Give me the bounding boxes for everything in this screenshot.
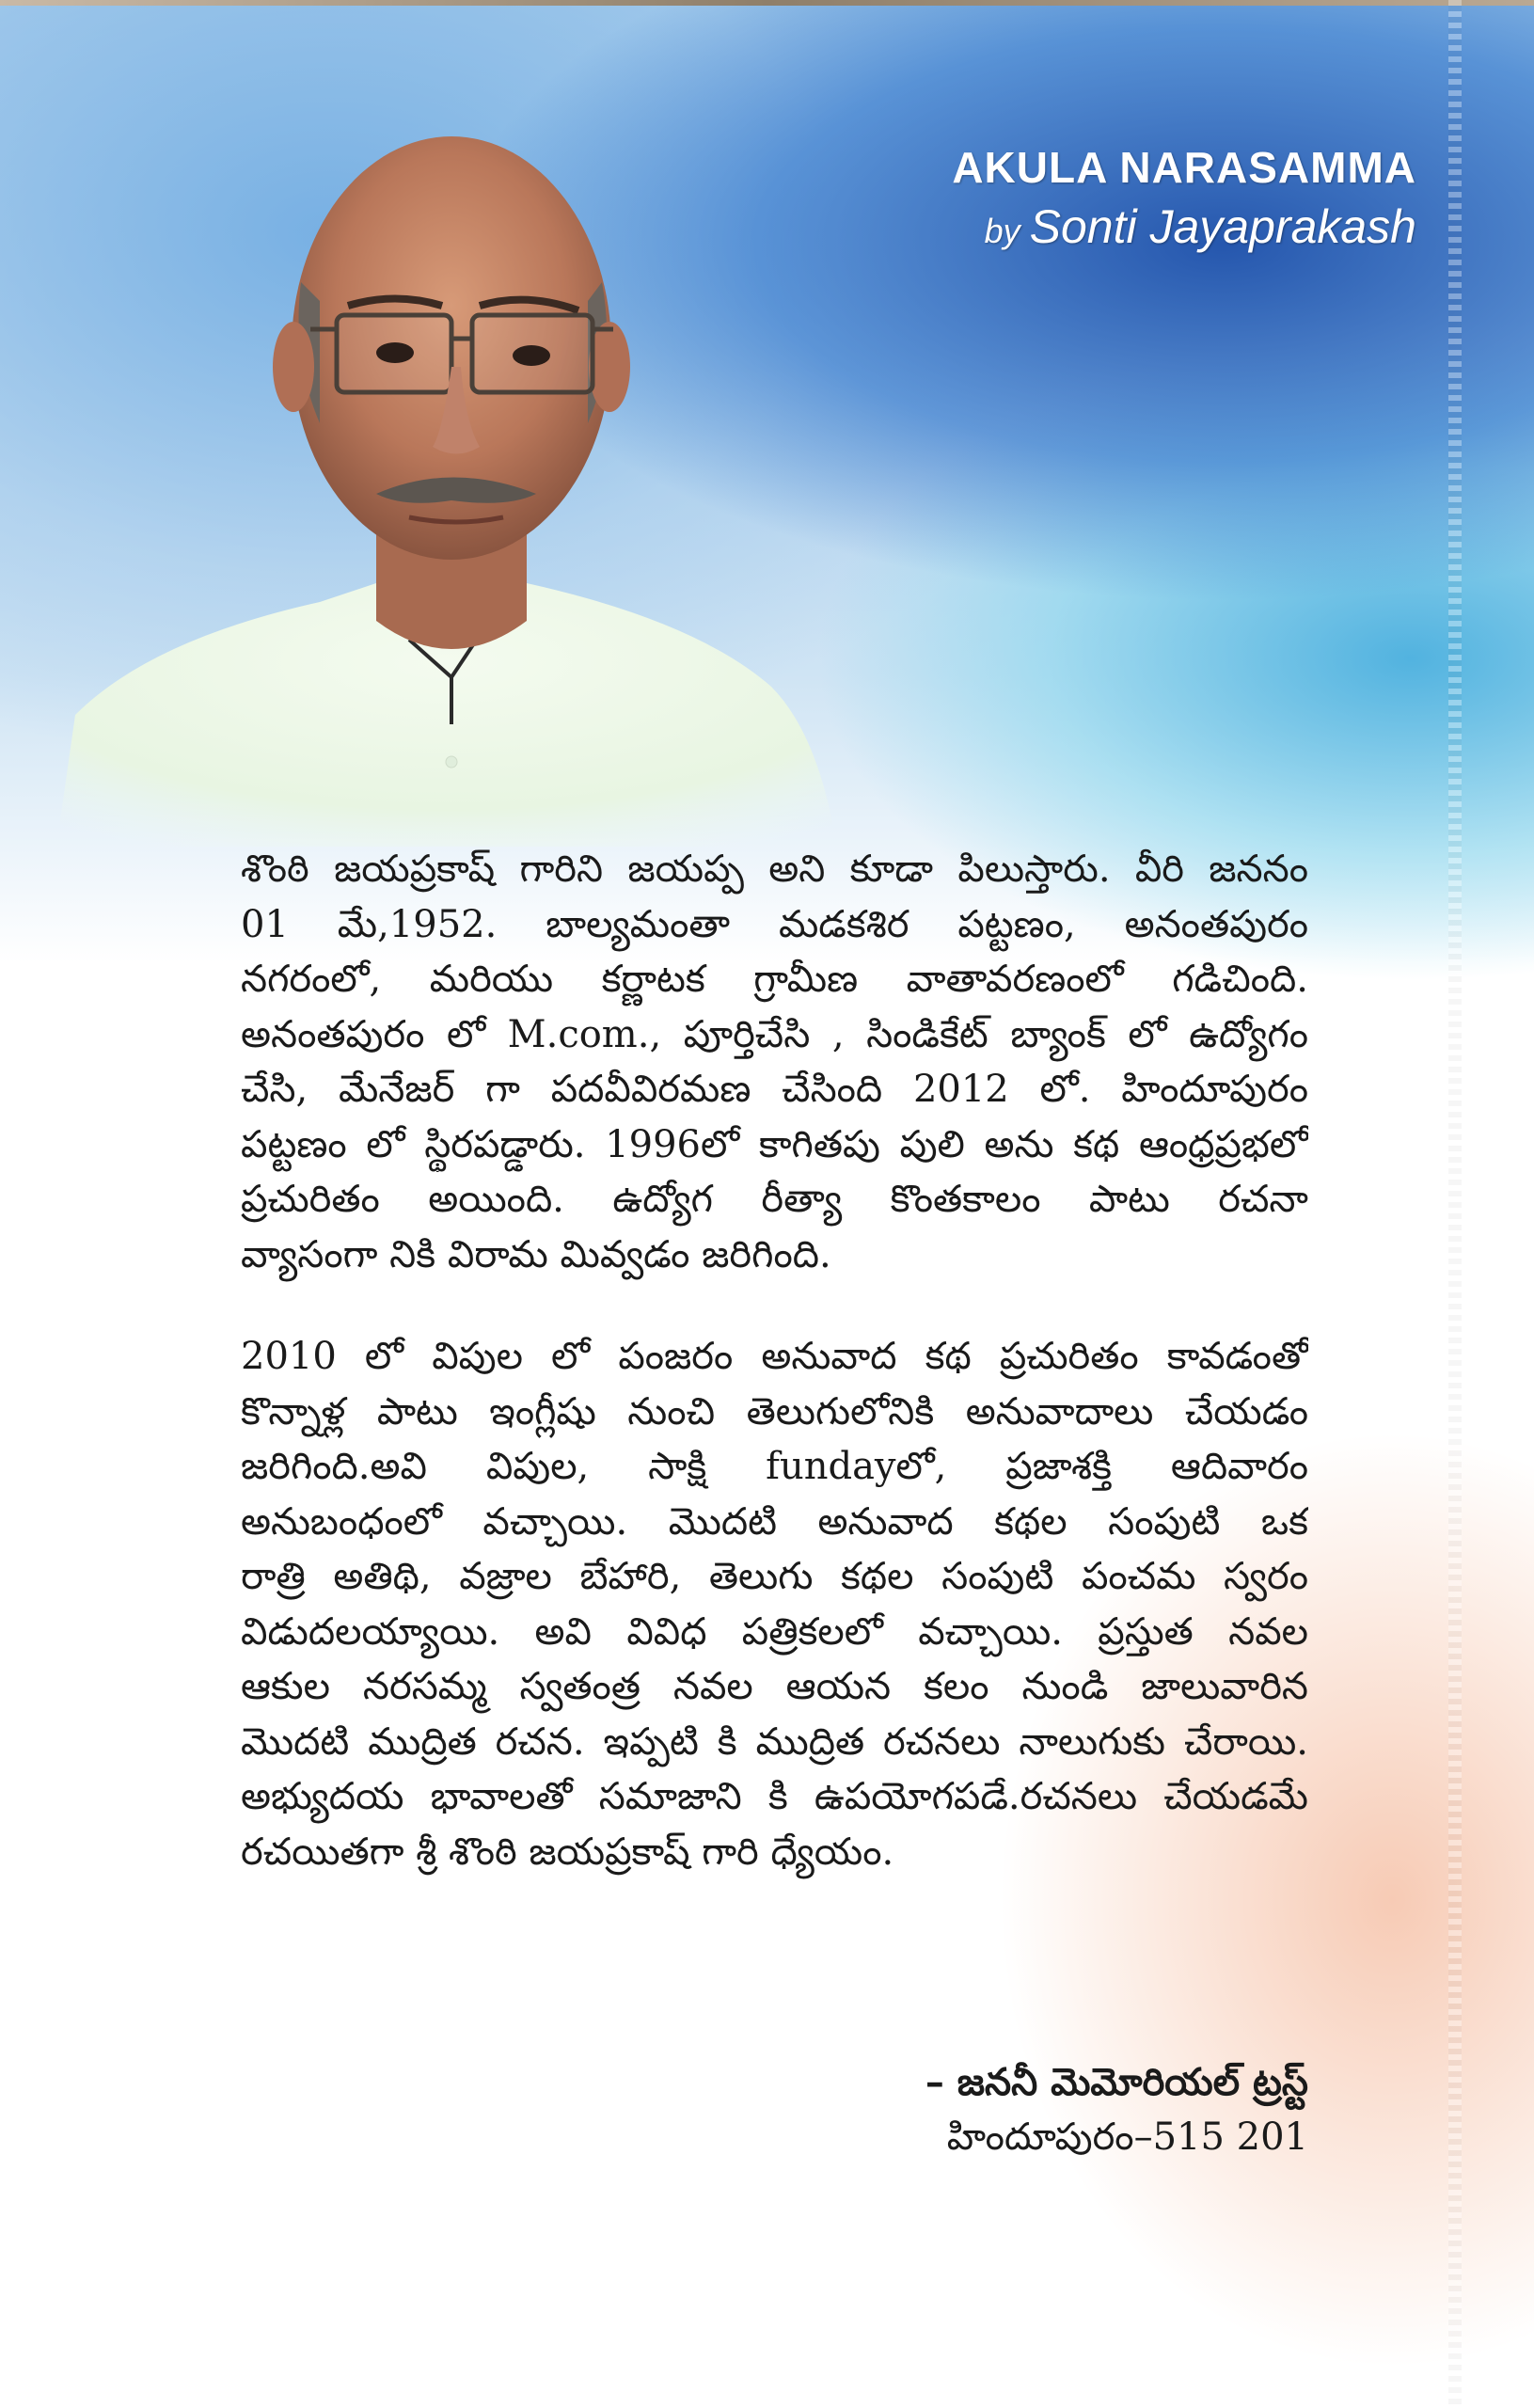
book-title: AKULA NARASAMMA (952, 143, 1416, 192)
bio-paragraph-2 (241, 1329, 1308, 1879)
bio-line: పట్టణం లో స్థిరపడ్డారు. 1996లో కాగితపు పులి అను కథ ఆంధ్రప్రభలో (241, 1122, 1308, 1166)
bio-line: అనుబంధంలో వచ్చాయి. మొదటి అనువాద కథల సంపుటి ఒక (241, 1499, 1308, 1544)
bio-line: వ్యాసంగా నికి విరామ మివ్వడం జరిగింది. (241, 1232, 831, 1276)
publisher-place: హిందూపురం–515 201 (946, 2115, 1308, 2159)
title-block (952, 141, 1416, 261)
bio-paragraph-1 (241, 842, 1308, 1282)
byline (952, 198, 1416, 261)
bio-line: కొన్నాళ్ల పాటు ఇంగ్లీషు నుంచి తెలుగులోనికి అనువాదాలు చేయడం (241, 1389, 1308, 1434)
spine-stitch (1448, 0, 1462, 2408)
publisher-name: – జననీ మెమోరియల్ ట్రస్ట్ (925, 2060, 1308, 2104)
bio-line: అభ్యుదయ భావాలతో సమాజాని కి ఉపయోగపడే.రచనలు చేయడమే (241, 1775, 1308, 1818)
bio-line: మొదటి ముద్రిత రచన. ఇప్పటి కి ముద్రిత రచనలు నాలుగుకు చేరాయి. (241, 1719, 1308, 1764)
author-portrait-icon (38, 113, 846, 847)
bio-line: విడుదలయ్యాయి. అవి వివిధ పత్రికలలో వచ్చాయి. ప్రస్తుత నవల (241, 1609, 1308, 1654)
bio-line: జరిగింది.అవి విపుల, సాక్షి fundayలో, ప్రజాశక్తి ఆదివారం (241, 1445, 1308, 1488)
cover-top-edge (0, 0, 1534, 6)
bio-line: అనంతపురం లో M.com., పూర్తిచేసి , సిండికేట్ బ్యాంక్ లో ఉద్యోగం (241, 1012, 1308, 1056)
bio-line: 01 మే,1952. బాల్యమంతా మడకశిర పట్టణం, అనంతపురం (241, 902, 1308, 946)
signature-block (925, 2055, 1308, 2164)
bio-line: నగరంలో, మరియు కర్ణాటక గ్రామీణ వాతావరణంలో గడిచింది. (241, 958, 1308, 1001)
bio-line: రాత్రి అతిథి, వజ్రాల బేహారి, తెలుగు కథల సంపుటి పంచమ స్వరం (241, 1555, 1308, 1598)
bio-line: రచయితగా శ్రీ శొంఠి జయప్రకాష్ గారి ధ్యేయం. (241, 1830, 894, 1874)
author-name: Sonti Jayaprakash (1029, 200, 1416, 253)
paragraph-gap (241, 1282, 1308, 1329)
bio-line: ప్రచురితం అయింది. ఉద్యోగ రీత్యా కొంతకాలం పాటు రచనా (241, 1178, 1308, 1221)
byline-prefix: by (984, 212, 1020, 250)
bio-line: శొంఠి జయప్రకాష్ గారిని జయప్ప అని కూడా పిలుస్తారు. వీరి జననం (241, 848, 1308, 891)
bio-line: 2010 లో విపుల లో పంజరం అనువాద కథ ప్రచురితం కావడంతో (241, 1335, 1308, 1378)
bio-line: ఆకుల నరసమ్మ స్వతంత్ర నవల ఆయన కలం నుండి జాలువారిన (241, 1665, 1308, 1708)
author-bio (241, 842, 1308, 1879)
bio-line: చేసి, మేనేజర్ గా పదవీవిరమణ చేసింది 2012 లో. హిందూపురం (241, 1068, 1308, 1111)
